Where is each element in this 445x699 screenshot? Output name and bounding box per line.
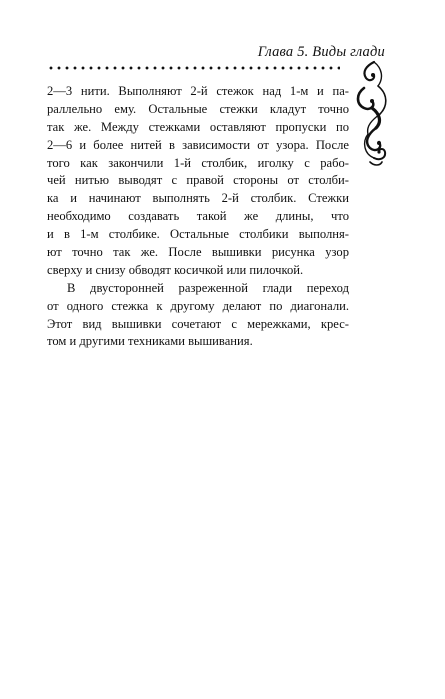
text-line: В двусторонней разреженной глади переход	[67, 280, 349, 295]
text-line: необходимо создавать такой же длины, что	[47, 209, 349, 224]
text-line: чей нитью выводят с правой стороны от столби-	[47, 173, 349, 188]
text-line: раллельно ему. Остальные стежки кладут точно	[47, 101, 349, 116]
text-line: том и другими техниками вышивания.	[47, 334, 253, 349]
text-line: Этот вид вышивки сочетают с мережками, крес-	[47, 316, 349, 331]
body-text	[47, 83, 349, 351]
text-line: ют точно так же. После вышивки рисунка узор	[47, 245, 349, 260]
dotted-rule	[47, 66, 340, 70]
text-line: того как закончили 1-й столбик, иголку с рабо-	[47, 155, 349, 170]
text-line: и в 1-м столбике. Остальные столбики выполня-	[47, 227, 349, 242]
text-line: 2—6 и более нитей в зависимости от узора. После	[47, 137, 349, 152]
running-head: Глава 5. Виды глади	[257, 44, 385, 60]
text-line: от одного стежка к другому делают по диагонали.	[47, 298, 349, 313]
text-line: так же. Между стежками оставляют пропуски по	[47, 119, 349, 134]
text-line: 2—3 нити. Выполняют 2-й стежок над 1-м и па-	[47, 84, 349, 98]
scroll-flourish-icon	[352, 58, 394, 170]
text-line: ка и начинают выполнять 2-й столбик. Стежки	[47, 191, 349, 206]
paragraph	[47, 280, 349, 352]
text-line: сверху и снизу обводят косичкой или пилочкой.	[47, 262, 304, 277]
paragraph	[47, 83, 349, 280]
